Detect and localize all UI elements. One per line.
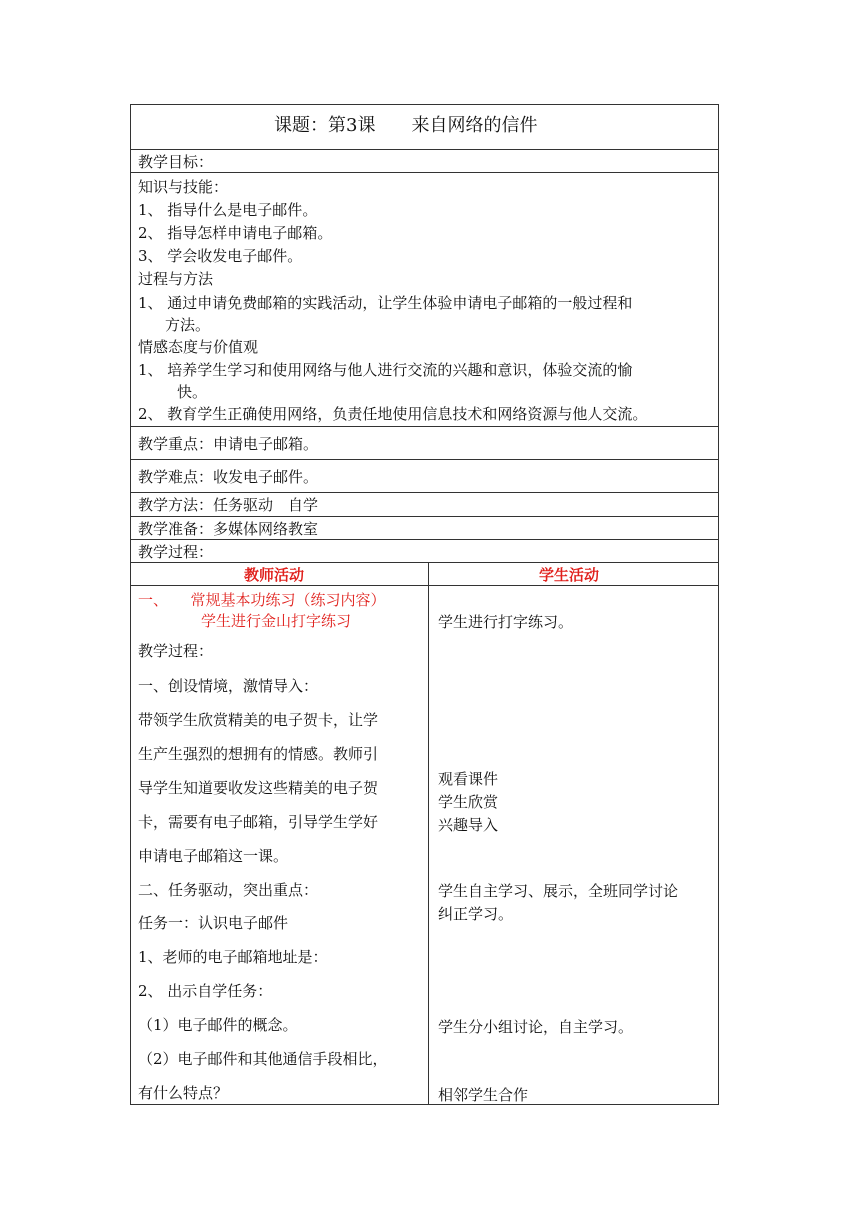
teacher-line: 2、 出示自学任务： — [138, 982, 273, 1000]
teacher-line: 有什么特点？ — [138, 1084, 229, 1102]
process-label: 教学过程： — [138, 543, 214, 561]
student-typing: 学生进行打字练习。 — [438, 613, 574, 631]
attitude-item-1-line2: 快。 — [177, 383, 208, 401]
teacher-line: 导学生知道要收发这些精美的电子贺 — [138, 779, 379, 797]
teacher-line: 一、创设情境，激情导入： — [138, 677, 319, 695]
knowledge-item: 3、 学会收发电子邮件。 — [138, 247, 303, 265]
student-group: 学生分小组讨论，自主学习。 — [438, 1018, 634, 1036]
student-watch: 观看课件 — [438, 770, 499, 788]
difficulty-row — [131, 460, 718, 493]
column-header-row — [131, 563, 718, 586]
teacher-line: 卡，需要有电子邮箱，引导学生学好 — [138, 813, 379, 831]
title-row — [131, 105, 718, 150]
student-appreciate: 学生欣赏 — [438, 793, 499, 811]
key-point: 教学重点：申请电子邮箱。 — [138, 435, 319, 453]
page-title: 课题：第3课 来自网络的信件 — [274, 115, 538, 136]
process-heading: 过程与方法 — [138, 270, 214, 288]
process-item-line1: 1、 通过申请免费邮箱的实践活动，让学生体验申请电子邮箱的一般过程和 — [138, 294, 633, 312]
method: 教学方法：任务驱动 自学 — [138, 496, 319, 514]
student-column-header: 学生活动 — [539, 566, 600, 584]
teacher-line: 二、任务驱动，突出重点： — [138, 881, 319, 899]
teacher-line: 1、老师的电子邮箱地址是： — [138, 948, 328, 966]
student-cooperate: 相邻学生合作 — [438, 1086, 529, 1104]
process-item-line2: 方法。 — [165, 316, 211, 334]
lesson-plan-table — [130, 104, 719, 1105]
key-point-row — [131, 427, 718, 460]
attitude-item-1-line1: 1、 培养学生学习和使用网络与他人进行交流的兴趣和意识，体验交流的愉 — [138, 361, 633, 379]
process-label-row — [131, 540, 718, 563]
preparation: 教学准备：多媒体网络教室 — [138, 520, 319, 538]
difficulty: 教学难点：收发电子邮件。 — [138, 468, 319, 486]
objectives-label: 教学目标： — [138, 153, 214, 171]
knowledge-item: 2、 指导怎样申请电子邮箱。 — [138, 224, 333, 242]
teacher-line: （2）电子邮件和其他通信手段相比， — [138, 1050, 388, 1068]
teacher-line: 教学过程： — [138, 642, 214, 660]
attitude-item-2: 2、 教育学生正确使用网络，负责任地使用信息技术和网络资源与他人交流。 — [138, 405, 648, 423]
knowledge-heading: 知识与技能： — [138, 178, 229, 196]
teacher-line: 带领学生欣赏精美的电子贺卡，让学 — [138, 711, 379, 729]
teacher-line: 申请电子邮箱这一课。 — [138, 847, 289, 865]
attitude-heading: 情感态度与价值观 — [138, 338, 259, 356]
objectives-label-row — [131, 150, 718, 173]
teacher-practice-heading: 一、 常规基本功练习（练习内容） — [138, 591, 386, 609]
method-row — [131, 493, 718, 517]
student-interest: 兴趣导入 — [438, 816, 499, 834]
student-self-study-line1: 学生自主学习、展示，全班同学讨论 — [438, 882, 679, 900]
teacher-practice-detail: 学生进行金山打字练习 — [201, 612, 352, 630]
student-self-study-line2: 纠正学习。 — [438, 905, 514, 923]
teacher-column-header: 教师活动 — [244, 566, 305, 584]
knowledge-item: 1、 指导什么是电子邮件。 — [138, 201, 318, 219]
teacher-line: 生产生强烈的想拥有的情感。教师引 — [138, 745, 379, 763]
teacher-line: 任务一：认识电子邮件 — [138, 914, 289, 932]
objectives-content — [131, 173, 718, 427]
column-divider — [428, 563, 429, 1105]
teacher-line: （1）电子邮件的概念。 — [138, 1016, 298, 1034]
preparation-row — [131, 517, 718, 540]
